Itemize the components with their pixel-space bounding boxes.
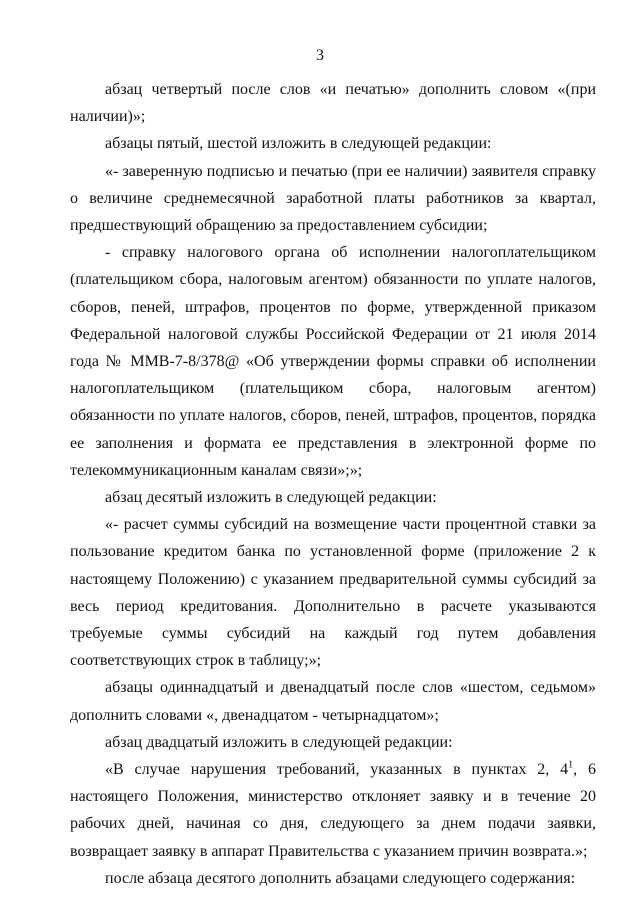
paragraph-7: абзацы одиннадцатый и двенадцатый после слов «шестом, седьмом» дополнить словами «, двенадцатом - четырнадцатом»; (70, 679, 596, 724)
paragraph-8: абзац двадцатый изложить в следующей редакции: (105, 733, 453, 751)
paragraph-10: после абзаца десятого дополнить абзацами следующего содержания: (105, 869, 576, 887)
paragraph-9 (70, 756, 596, 865)
paragraph-9-part-before: «В случае нарушения требований, указанных в пунктах 2, 4 (105, 761, 569, 779)
superscript-number: 1 (568, 759, 574, 771)
document-body (70, 76, 596, 892)
paragraph-4: - справку налогового органа об исполнении налогоплательщиком (плательщиком сбора, налоговым агентом) обязанности по уплате налогов, сборов, пеней, штрафов, процентов по форме, утвержденной приказом Федеральной налоговой службы Российской Федерации от 21 июля 2014 года № ММВ-7-8/378@ «Об утверждении формы справки об исполнении налогоплательщиком (плательщиком сбора, налоговым агентом) обязанности по уплате налогов, сборов, пеней, штрафов, процентов, порядка ее заполнения и формата ее представления в электронной форме по телекоммуникационным каналам связи»;»; (70, 244, 596, 479)
paragraph-6: «- расчет суммы субсидий на возмещение части процентной ставки за пользование кредитом банка по установленной форме (приложение 2 к настоящему Положению) с указанием предварительной суммы субсидий за весь период кредитования. Дополнительно в расчете указываются требуемые суммы субсидий на каждый год путем добавления соответствующих строк в таблицу;»; (70, 516, 596, 670)
paragraph-9-part-after: , 6 настоящего Положения, министерство отклоняет заявку и в течение 20 рабочих дней, начиная со дня, следующего за днем подачи заявки, возвращает заявку в аппарат Правительства с указанием причин возврата.»; (70, 761, 597, 860)
paragraph-1: абзац четвертый после слов «и печатью» дополнить словом «(при наличии)»; (70, 81, 596, 126)
paragraph-2: абзацы пятый, шестой изложить в следующей редакции: (105, 135, 492, 153)
page-number: 3 (316, 47, 324, 64)
paragraph-3: «- заверенную подписью и печатью (при ее наличии) заявителя справку о величине среднемесячной заработной платы работников за квартал, предшествующий обращению за предоставлением субсидии; (70, 162, 596, 235)
paragraph-5: абзац десятый изложить в следующей редакции: (105, 489, 437, 507)
